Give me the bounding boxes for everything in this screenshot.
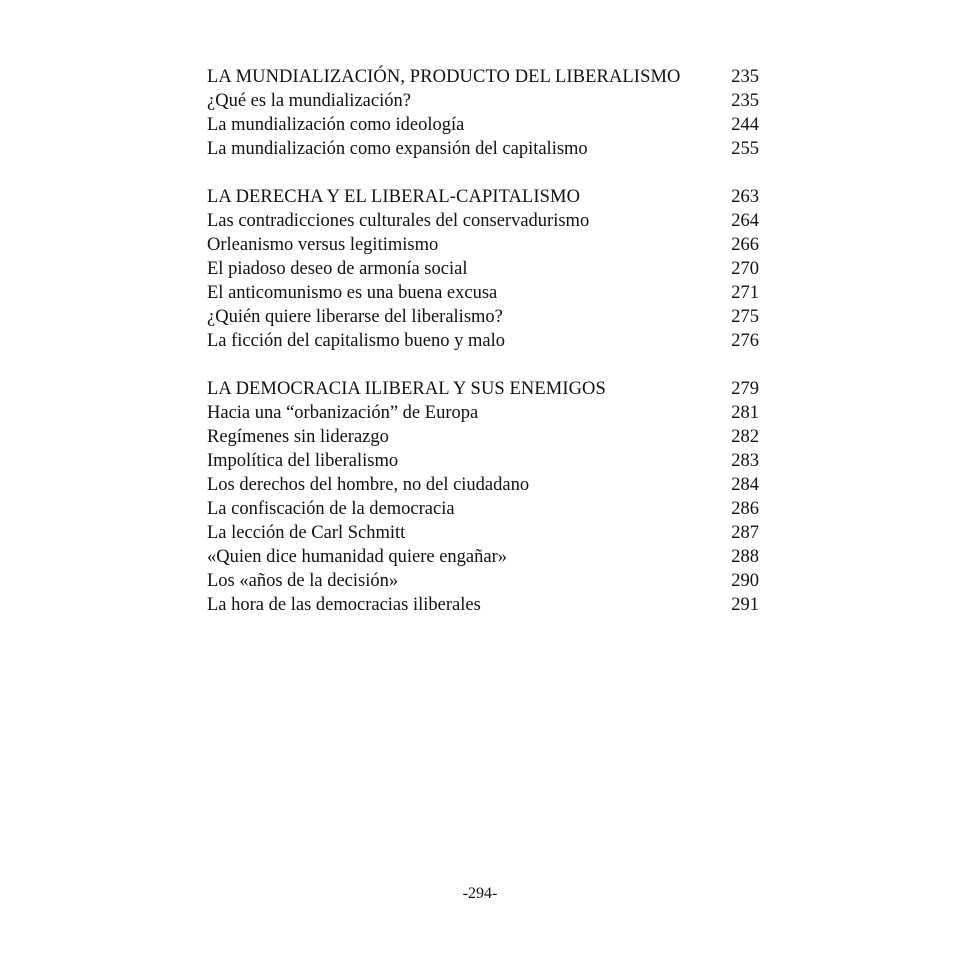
entry-page-number: 275: [731, 307, 759, 327]
toc-entry: [207, 209, 759, 233]
entry-title: El anticomunismo es una buena excusa: [207, 283, 498, 303]
entry-title: Las contradicciones culturales del conservadurismo: [207, 211, 590, 231]
heading-page-number: 279: [731, 379, 759, 399]
toc-entry: [207, 89, 759, 113]
entry-title: La lección de Carl Schmitt: [207, 523, 406, 543]
toc-entry: [207, 113, 759, 137]
entry-page-number: 286: [731, 499, 759, 519]
entry-page-number: 290: [731, 571, 759, 591]
toc-entry: [207, 497, 759, 521]
toc-entry: [207, 329, 759, 353]
entry-title: La ficción del capitalismo bueno y malo: [207, 331, 505, 351]
entry-title: ¿Quién quiere liberarse del liberalismo?: [207, 307, 503, 327]
entry-page-number: 271: [731, 283, 759, 303]
entry-page-number: 235: [731, 91, 759, 111]
toc-section: [207, 377, 759, 617]
entry-page-number: 255: [731, 139, 759, 159]
toc-entry: [207, 593, 759, 617]
entry-title: La mundialización como expansión del capitalismo: [207, 139, 588, 159]
entry-title: La hora de las democracias iliberales: [207, 595, 481, 615]
toc-entry: [207, 449, 759, 473]
toc-entry: [207, 473, 759, 497]
heading-title: LA MUNDIALIZACIÓN, PRODUCTO DEL LIBERALISMO: [207, 67, 681, 87]
toc-entry: [207, 137, 759, 161]
toc-entry: [207, 521, 759, 545]
entry-title: ¿Qué es la mundialización?: [207, 91, 411, 111]
section-heading: [207, 185, 759, 209]
toc-entry: [207, 305, 759, 329]
entry-title: Impolítica del liberalismo: [207, 451, 399, 471]
entry-page-number: 264: [731, 211, 759, 231]
entry-title: La mundialización como ideología: [207, 115, 465, 135]
toc-section: [207, 185, 759, 353]
entry-page-number: 287: [731, 523, 759, 543]
entry-page-number: 276: [731, 331, 759, 351]
toc-entry: [207, 233, 759, 257]
page-number: -294-: [462, 885, 498, 902]
toc-entry: [207, 545, 759, 569]
section-heading: [207, 65, 759, 89]
entry-page-number: 288: [731, 547, 759, 567]
heading-title: LA DERECHA Y EL LIBERAL-CAPITALISMO: [207, 187, 581, 207]
table-of-contents: [207, 65, 759, 641]
toc-entry: [207, 281, 759, 305]
entry-page-number: 283: [731, 451, 759, 471]
heading-page-number: 235: [731, 67, 759, 87]
entry-title: «Quien dice humanidad quiere engañar»: [207, 547, 507, 567]
section-heading: [207, 377, 759, 401]
entry-page-number: 284: [731, 475, 759, 495]
entry-page-number: 266: [731, 235, 759, 255]
entry-title: Orleanismo versus legitimismo: [207, 235, 439, 255]
toc-entry: [207, 257, 759, 281]
toc-entry: [207, 569, 759, 593]
entry-page-number: 282: [731, 427, 759, 447]
entry-title: La confiscación de la democracia: [207, 499, 455, 519]
heading-page-number: 263: [731, 187, 759, 207]
entry-page-number: 281: [731, 403, 759, 423]
entry-title: Hacia una “orbanización” de Europa: [207, 403, 479, 423]
entry-page-number: 270: [731, 259, 759, 279]
toc-entry: [207, 425, 759, 449]
toc-section: [207, 65, 759, 161]
entry-title: Regímenes sin liderazgo: [207, 427, 389, 447]
entry-page-number: 291: [731, 595, 759, 615]
entry-title: Los «años de la decisión»: [207, 571, 399, 591]
entry-title: El piadoso deseo de armonía social: [207, 259, 468, 279]
toc-entry: [207, 401, 759, 425]
entry-title: Los derechos del hombre, no del ciudadano: [207, 475, 530, 495]
heading-title: LA DEMOCRACIA ILIBERAL Y SUS ENEMIGOS: [207, 379, 606, 399]
entry-page-number: 244: [731, 115, 759, 135]
